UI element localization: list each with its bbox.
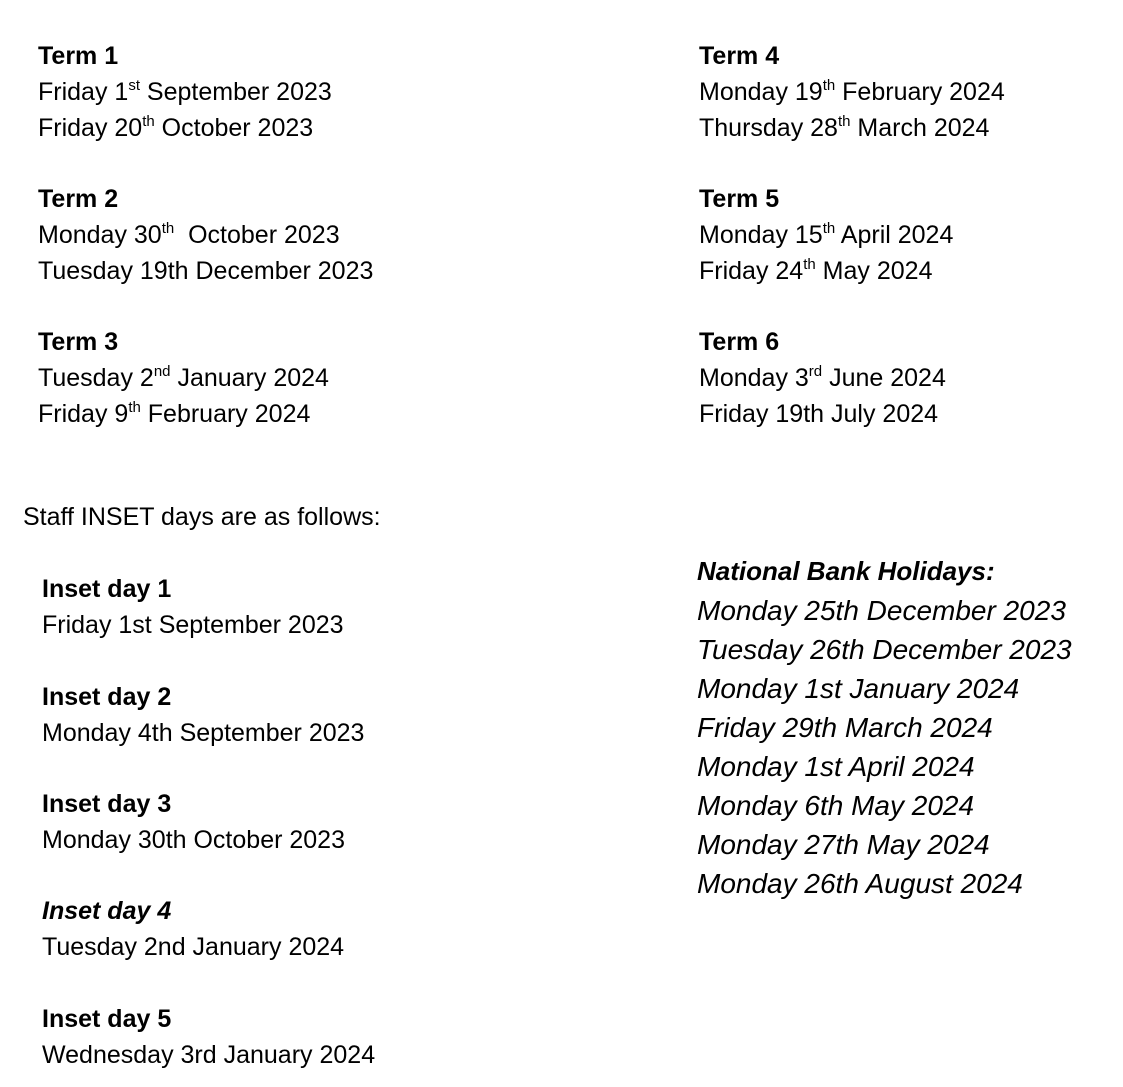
inset-intro: Staff INSET days are as follows: (23, 503, 381, 531)
term-end-date: Tuesday 19th December 2023 (38, 257, 374, 285)
term-start-date: Tuesday 2nd January 2024 (38, 363, 329, 392)
inset-day-2-block (42, 679, 364, 751)
term-start-date: Monday 15th April 2024 (699, 220, 954, 249)
inset-day-3-block (42, 786, 345, 858)
bank-holiday-date: Monday 25th December 2023 (697, 595, 1066, 626)
inset-day-date: Friday 1st September 2023 (42, 611, 344, 639)
term-title: Term 3 (38, 328, 119, 356)
inset-day-5-block (42, 1001, 375, 1073)
term-end-date: Friday 9th February 2024 (38, 399, 311, 428)
inset-day-date: Wednesday 3rd January 2024 (42, 1041, 376, 1069)
bank-holiday-date: Tuesday 26th December 2023 (697, 634, 1072, 665)
bank-holiday-date: Monday 26th August 2024 (697, 868, 1023, 899)
inset-day-1-block (42, 571, 344, 643)
term-1-block (38, 38, 332, 146)
term-end-date: Thursday 28th March 2024 (699, 113, 990, 142)
term-end-date: Friday 20th October 2023 (38, 113, 314, 142)
bank-holiday-date: Monday 1st January 2024 (697, 673, 1020, 704)
inset-day-date: Monday 4th September 2023 (42, 719, 365, 747)
term-title: Term 5 (699, 185, 780, 213)
bank-holidays-title: National Bank Holidays: (697, 556, 995, 586)
term-3-block (38, 324, 329, 432)
term-start-date: Monday 30th October 2023 (38, 220, 340, 249)
inset-day-title: Inset day 1 (42, 575, 172, 603)
term-title: Term 6 (699, 328, 780, 356)
inset-day-4-block (42, 893, 344, 965)
term-title: Term 1 (38, 42, 119, 70)
bank-holidays-block (697, 552, 1072, 903)
term-5-block (699, 181, 953, 289)
bank-holiday-date: Friday 29th March 2024 (697, 712, 993, 743)
inset-day-date: Tuesday 2nd January 2024 (42, 933, 345, 961)
term-end-date: Friday 19th July 2024 (699, 400, 939, 428)
bank-holiday-date: Monday 27th May 2024 (697, 829, 990, 860)
inset-day-title: Inset day 2 (42, 683, 172, 711)
term-title: Term 2 (38, 185, 119, 213)
term-start-date: Monday 19th February 2024 (699, 77, 1005, 106)
inset-day-title: Inset day 5 (42, 1005, 172, 1033)
term-start-date: Monday 3rd June 2024 (699, 363, 946, 392)
term-6-block (699, 324, 946, 432)
term-2-block (38, 181, 373, 289)
inset-day-title: Inset day 4 (42, 897, 172, 925)
term-title: Term 4 (699, 42, 780, 70)
bank-holiday-date: Monday 1st April 2024 (697, 751, 975, 782)
term-end-date: Friday 24th May 2024 (699, 256, 933, 285)
bank-holiday-date: Monday 6th May 2024 (697, 790, 975, 821)
inset-day-date: Monday 30th October 2023 (42, 826, 345, 854)
term-start-date: Friday 1st September 2023 (38, 77, 332, 106)
inset-day-title: Inset day 3 (42, 790, 172, 818)
term-4-block (699, 38, 1005, 146)
